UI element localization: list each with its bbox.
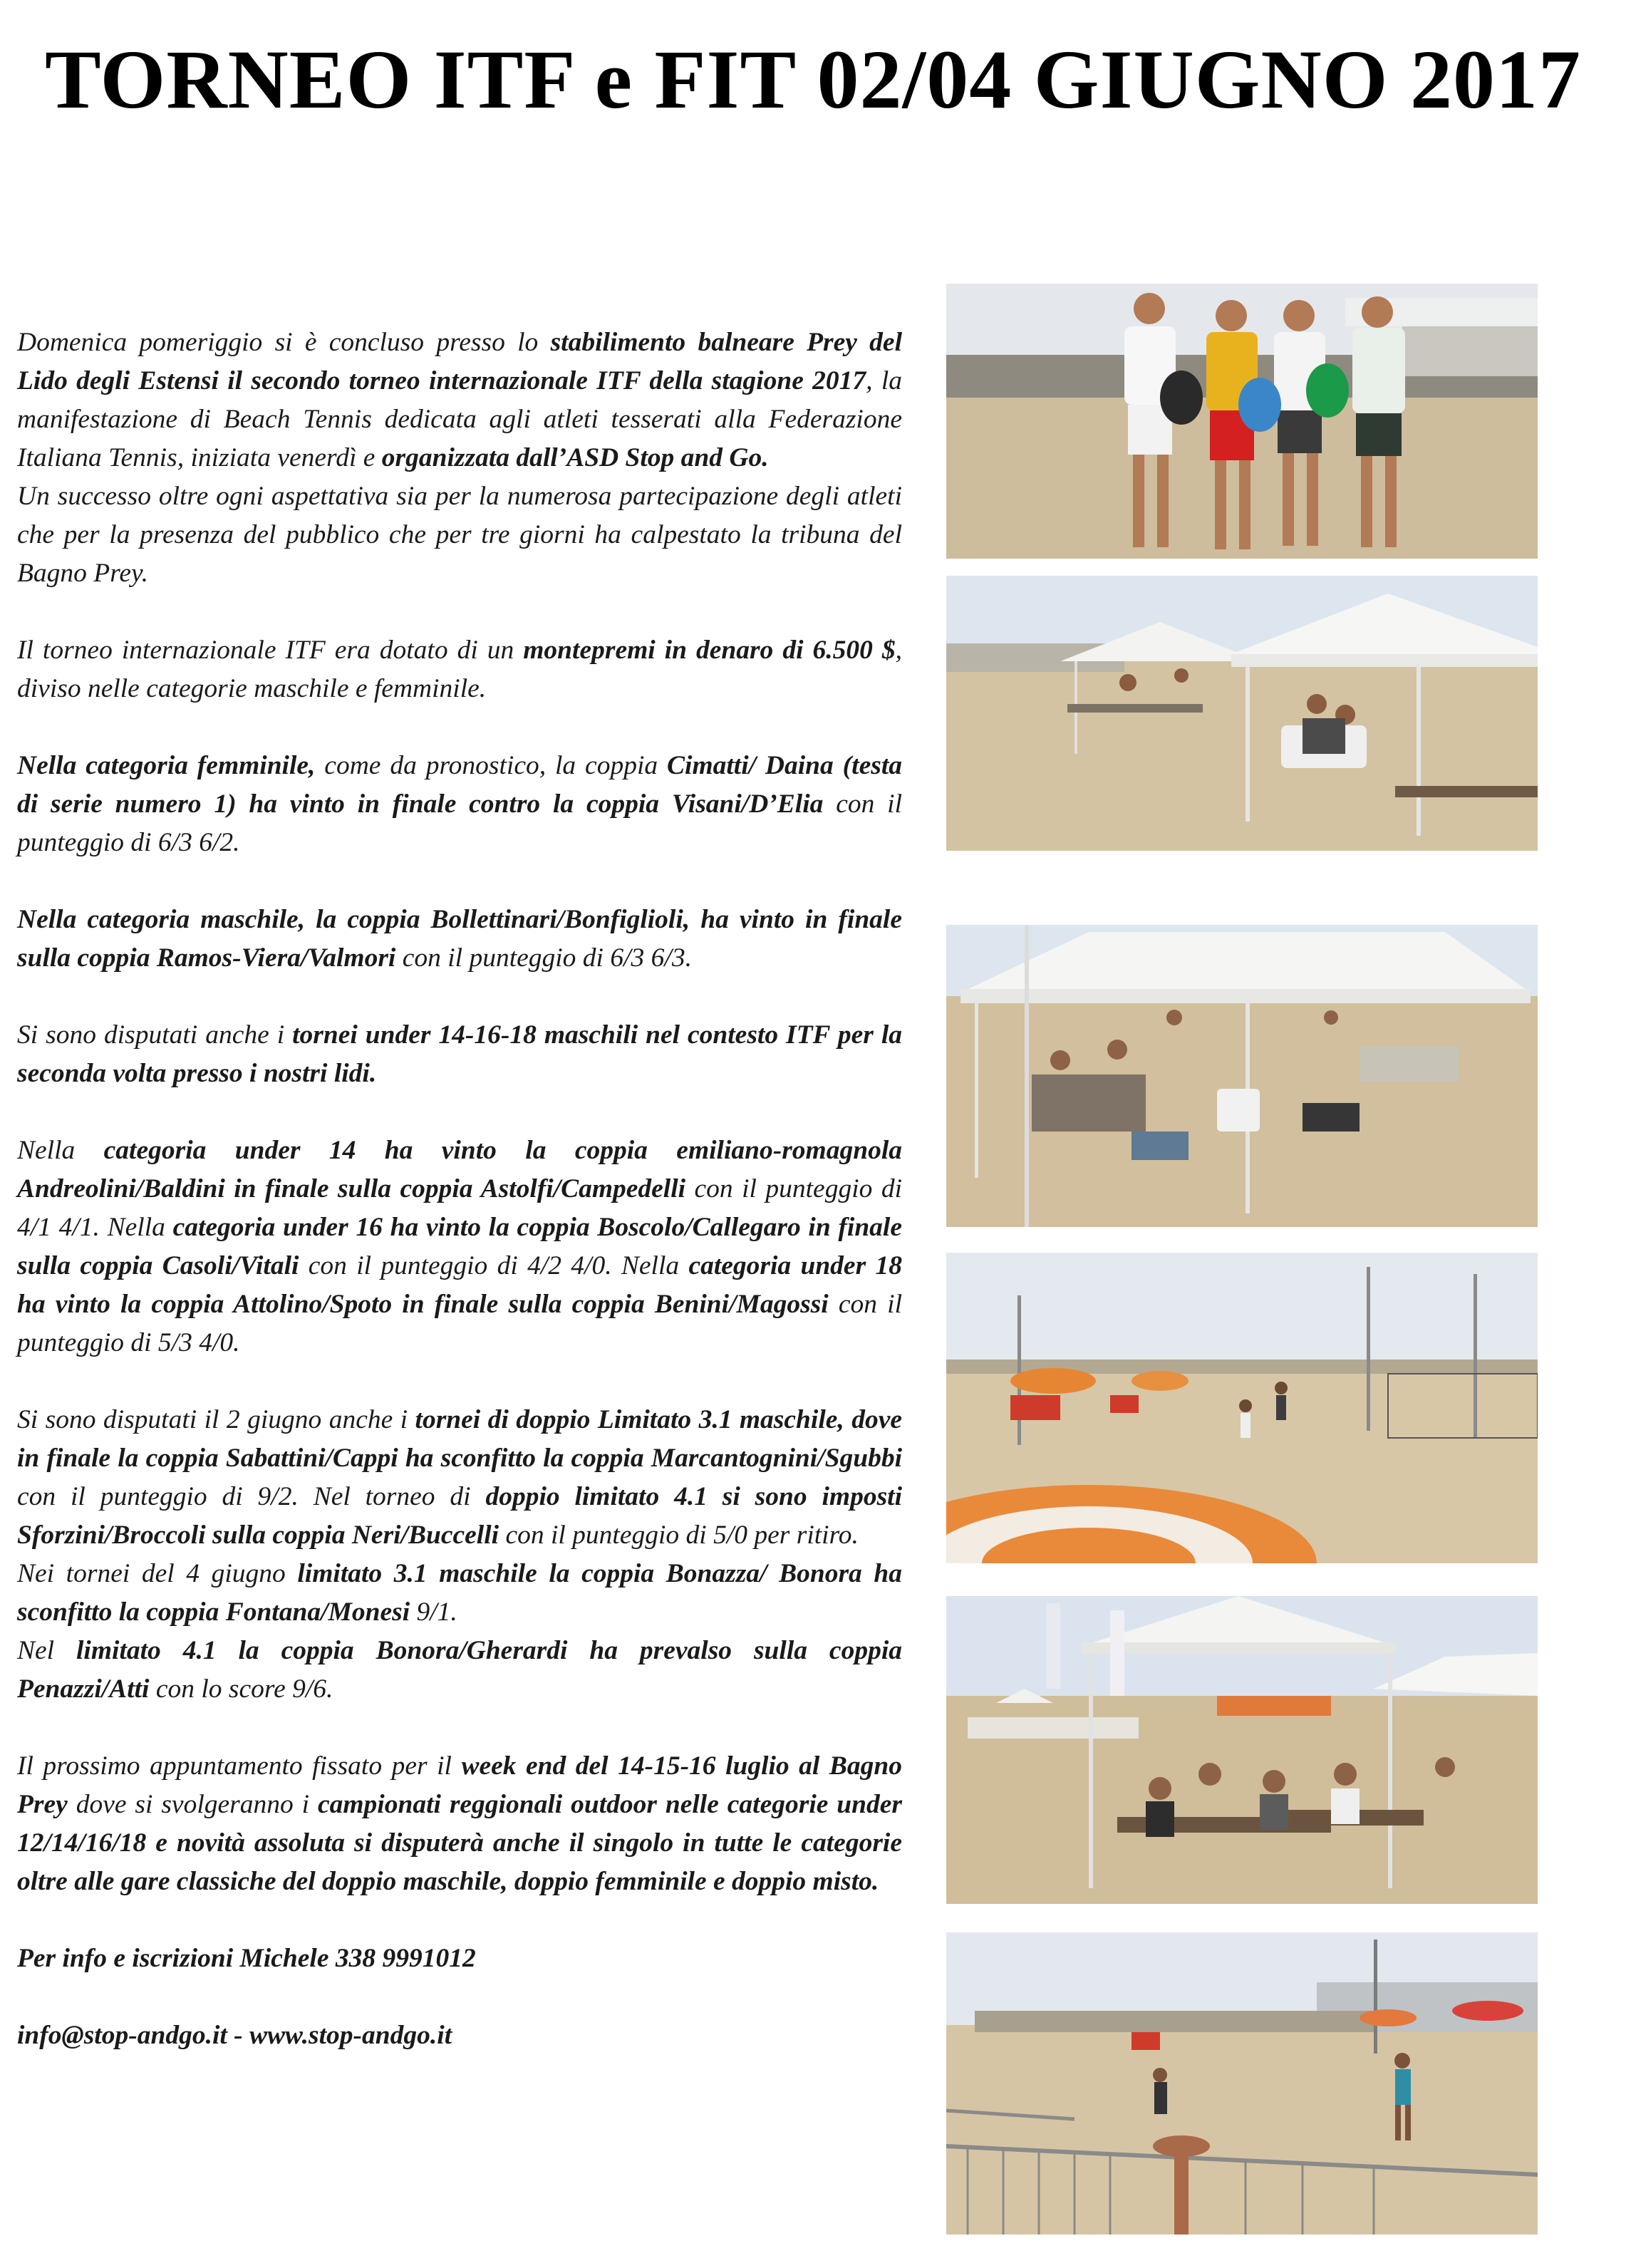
- photo-benches-gazebo: [946, 1596, 1538, 1904]
- paragraph-women: Nella categoria femminile, come da pronostico, la coppia Cimatti/ Daina (testa di serie numero 1) ha vinto in finale contro la coppia Visani/D’Elia con il punteggio di 6/3 6/2.: [17, 751, 903, 857]
- paragraph-prize: Il torneo internazionale ITF era dotato di un montepremi in denaro di 6.500 $, diviso nelle categorie maschile e femminile.: [17, 636, 902, 703]
- paragraph-june4: Nei tornei del 4 giugno limitato 3.1 maschile la coppia Bonazza/ Bonora ha sconfitto la coppia Fontana/Monesi 9/1.: [17, 1559, 902, 1627]
- paragraph-success: Un successo oltre ogni aspettativa sia per la numerosa partecipazione degli atleti che per la presenza del pubblico che per tre giorni ha calpestato la tribuna del Bagno Prey.: [17, 482, 902, 588]
- photo-players: [946, 284, 1538, 559]
- photo-court-players: [946, 1932, 1538, 2235]
- contact-line: Per info e iscrizioni Michele 338 9991012: [17, 1944, 476, 1973]
- photo-gazebo-tables: [946, 576, 1538, 851]
- paragraph-intro: Domenica pomeriggio si è concluso presso lo stabilimento balneare Prey del Lido degli Estensi il secondo torneo internazionale ITF della stagione 2017, la manifestazione di Beach Tennis dedicata agli atleti tesserati alla Federazione Italiana Tennis, iniziata venerdì e organizzata dall’ASD Stop and Go.: [17, 328, 902, 472]
- photo-courts-umbrella: [946, 1253, 1538, 1563]
- page-title: TORNEO ITF e FIT 02/04 GIUGNO 2017: [44, 33, 1582, 126]
- article-body: [17, 323, 902, 2093]
- paragraph-youth-results: Nella categoria under 14 ha vinto la coppia emiliano-romagnola Andreolini/Baldini in finale sulla coppia Astolfi/Campedelli con il punteggio di 4/1 4/1. Nella categoria under 16 ha vinto la coppia Boscolo/Callegaro in finale sulla coppia Casoli/Vitali con il punteggio di 4/2 4/0. Nella categoria under 18 ha vinto la coppia Attolino/Spoto in finale sulla coppia Benini/Magossi con il punteggio di 5/3 4/0.: [17, 1136, 903, 1357]
- paragraph-limitato41: Nel limitato 4.1 la coppia Bonora/Gherardi ha prevalso sulla coppia Penazzi/Atti con lo score 9/6.: [17, 1636, 902, 1704]
- paragraph-next-event: Il prossimo appuntamento fissato per il week end del 14-15-16 luglio al Bagno Prey dove si svolgeranno i campionati reggionali outdoor nelle categorie under 12/14/16/18 e novità assoluta si disputerà anche il singolo in tutte le categorie oltre alle gare classiche del doppio maschile, doppio femminile e doppio misto.: [17, 1751, 902, 1896]
- paragraph-doubles: Si sono disputati il 2 giugno anche i tornei di doppio Limitato 3.1 maschile, dove in finale la coppia Sabattini/Cappi ha sconfitto la coppia Marcantognini/Sgubbi con il punteggio di 9/2. Nel torneo di doppio limitato 4.1 si sono imposti Sforzini/Broccoli sulla coppia Neri/Buccelli con il punteggio di 5/0 per ritiro.: [17, 1405, 903, 1550]
- photo-gazebo-chairs: [946, 925, 1538, 1227]
- paragraph-youth: Si sono disputati anche i tornei under 14-16-18 maschili nel contesto ITF per la seconda volta presso i nostri lidi.: [17, 1020, 902, 1088]
- paragraph-men: Nella categoria maschile, la coppia Bollettinari/Bonfiglioli, ha vinto in finale sulla coppia Ramos-Viera/Valmori con il punteggio di 6/3 6/3.: [17, 905, 902, 973]
- contact-links: info@stop-andgo.it - www.stop-andgo.it: [17, 2021, 452, 2050]
